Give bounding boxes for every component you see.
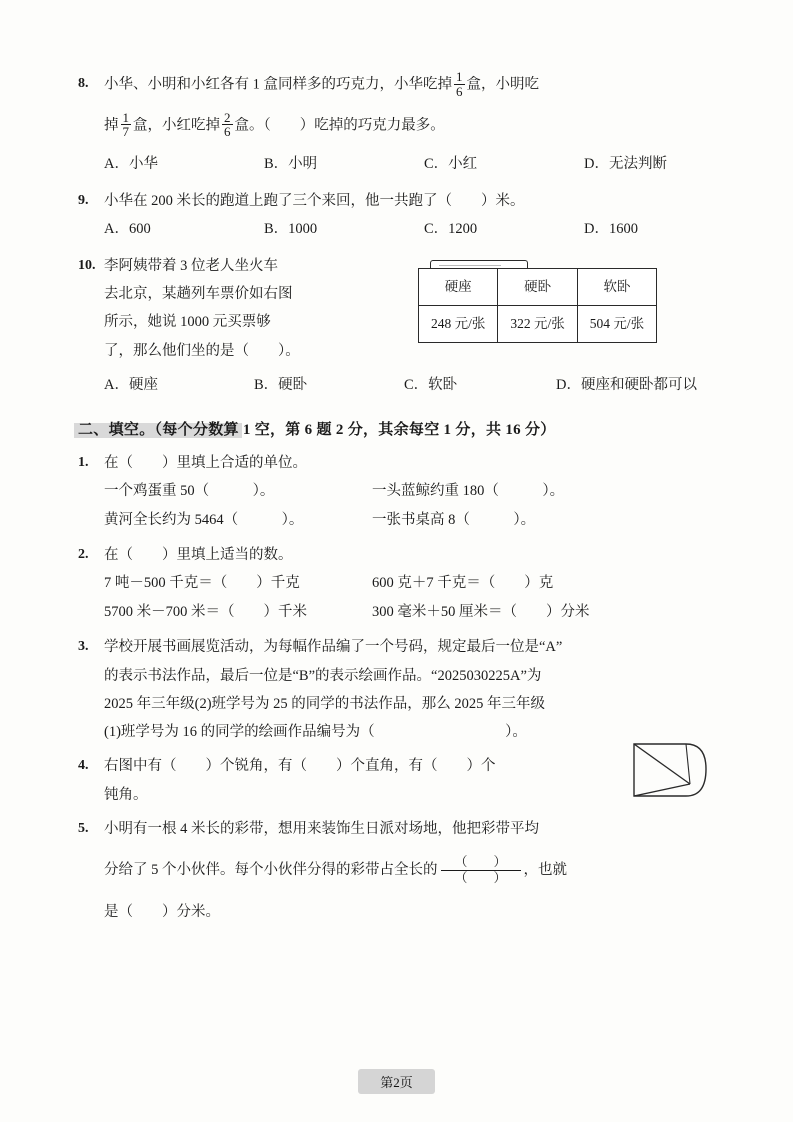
fill-1-whale-weight[interactable]: 一头蓝鲸约重 180（ ）。 — [372, 483, 565, 500]
fill-4-line-1[interactable]: 右图中有（ ）个锐角，有（ ）个直角，有（ ）个 — [104, 758, 496, 775]
question-10-option-a[interactable]: A．硬座 — [104, 376, 158, 393]
fill-question-2 — [78, 541, 710, 627]
fraction-one-sixth: $\frac{1}{6}$ — [456, 69, 463, 99]
table-row-headers — [419, 268, 657, 305]
fill-question-2-row-2 — [104, 598, 710, 627]
fill-2-expr-2[interactable]: 600 克＋7 千克＝（ ）克 — [372, 575, 554, 592]
fraction-blank-answer[interactable]: $\frac{( )}{( )}$ — [441, 855, 521, 886]
question-8 — [78, 70, 710, 179]
table-header-softsleeper: 软卧 — [577, 268, 656, 305]
question-9-option-c[interactable]: C．1200 — [424, 220, 478, 237]
fill-question-4-body — [104, 752, 624, 809]
fill-question-5 — [78, 815, 710, 926]
fill-question-4-number: 4. — [78, 758, 89, 774]
page-content — [78, 70, 710, 930]
table-cell-price-hardsleeper: 322 元/张 — [498, 306, 577, 343]
fill-1-desk-height[interactable]: 一张书桌高 8（ ）。 — [372, 512, 536, 529]
fill-5-line-2-text-b: ，也就 — [523, 862, 568, 879]
question-8-body — [104, 70, 710, 99]
question-8-text-c: 掉 — [104, 117, 119, 134]
question-8-options — [104, 150, 710, 179]
fill-3-line-1: 学校开展书画展览活动，为每幅作品编了一个号码，规定最后一位是“A” — [104, 639, 563, 656]
fill-3-line-4[interactable]: (1)班学号为 16 的同学的绘画作品编号为（ ）。 — [104, 724, 527, 741]
question-8-body-2 — [104, 111, 710, 140]
question-9-option-b[interactable]: B．1000 — [264, 220, 318, 237]
fill-5-line-2-text-a: 分给了 5 个小伙伴。每个小伙伴分得的彩带占全长的 — [104, 862, 438, 879]
question-10-options — [104, 371, 710, 400]
ticket-price-table — [418, 268, 657, 344]
fill-question-1-row-2 — [104, 506, 710, 535]
fill-question-3 — [78, 633, 710, 746]
question-9 — [78, 187, 710, 244]
question-9-option-d[interactable]: D．1600 — [584, 220, 638, 237]
fill-2-expr-1[interactable]: 7 吨－500 千克＝（ ）千克 — [104, 575, 300, 592]
fill-3-line-3: 2025 年三年级(2)班学号为 25 的同学的书法作品，那么 2025 年三年级 — [104, 695, 546, 712]
fill-1-river-length[interactable]: 黄河全长约为 5464（ ）。 — [104, 512, 304, 529]
question-9-number: 9. — [78, 192, 89, 208]
table-cell-price-softsleeper: 504 元/张 — [577, 306, 656, 343]
question-9-option-a[interactable]: A．600 — [104, 220, 151, 237]
angles-figure — [628, 738, 710, 804]
table-header-hardseat: 硬座 — [419, 268, 498, 305]
question-10-line-2: 去北京，某趟列车票价如右图 — [104, 286, 293, 303]
fill-3-line-2: 的表示书法作品，最后一位是“B”的表示绘画作品。“2025030225A”为 — [104, 667, 542, 684]
question-10 — [78, 252, 710, 400]
question-9-text: 小华在 200 米长的跑道上跑了三个来回，他一共跑了（ ）米。 — [104, 192, 525, 209]
question-8-option-d[interactable]: D．无法判断 — [584, 155, 667, 172]
fill-question-1-lead: 在（ ）里填上合适的单位。 — [104, 454, 307, 471]
question-10-option-c[interactable]: C．软卧 — [404, 376, 458, 393]
question-8-option-b[interactable]: B．小明 — [264, 155, 318, 172]
question-10-body — [104, 252, 434, 365]
question-8-option-a[interactable]: A．小华 — [104, 155, 158, 172]
fill-question-1 — [78, 449, 710, 535]
fill-4-line-2: 钝角。 — [104, 786, 148, 803]
question-8-text-a: 小华、小明和小红各有 1 盒同样多的巧克力，小华吃掉 — [104, 76, 452, 93]
question-9-options — [104, 215, 710, 244]
question-8-text-e: 盒。（ ）吃掉的巧克力最多。 — [234, 117, 445, 134]
fill-5-line-1: 小明有一根 4 米长的彩带，想用来装饰生日派对场地，他把彩带平均 — [104, 820, 539, 837]
fill-question-2-row-1 — [104, 569, 710, 598]
fill-question-1-number: 1. — [78, 454, 89, 470]
fill-question-5-number: 5. — [78, 820, 89, 836]
question-8-text-d: 盒，小红吃掉 — [133, 117, 220, 134]
fill-question-4 — [78, 752, 710, 809]
fill-5-line-3[interactable]: 是（ ）分米。 — [104, 904, 220, 921]
fill-1-egg-weight[interactable]: 一个鸡蛋重 50（ ）。 — [104, 483, 275, 500]
question-10-number: 10. — [78, 257, 96, 273]
fill-question-1-row-1 — [104, 477, 710, 506]
fill-question-3-body — [104, 633, 710, 746]
section-2-title: 二、填空。（每个分数算 1 空，第 6 题 2 分，其余每空 1 分，共 16 分） — [78, 421, 556, 438]
table-row-prices — [419, 306, 657, 343]
question-10-line-3: 所示，她说 1000 元买票够 — [104, 314, 271, 331]
section-2-heading — [78, 418, 710, 439]
question-8-text-b: 盒，小明吃 — [466, 76, 539, 93]
fill-question-5-body — [104, 815, 710, 926]
page-footer — [0, 1069, 793, 1094]
question-10-line-4: 了，那么他们坐的是（ ）。 — [104, 342, 300, 359]
question-8-option-c[interactable]: C．小红 — [424, 155, 478, 172]
fill-5-line-2 — [104, 855, 710, 886]
question-10-option-b[interactable]: B．硬卧 — [254, 376, 308, 393]
question-8-number: 8. — [78, 76, 89, 91]
table-cell-price-hardseat: 248 元/张 — [419, 306, 498, 343]
fill-question-3-number: 3. — [78, 639, 89, 655]
page-number-badge: 第2页 — [358, 1069, 435, 1094]
question-10-line-1: 李阿姨带着 3 位老人坐火车 — [104, 257, 278, 274]
table-header-hardsleeper: 硬卧 — [498, 268, 577, 305]
fill-2-expr-4[interactable]: 300 毫米＋50 厘米＝（ ）分米 — [372, 604, 590, 621]
fill-2-expr-3[interactable]: 5700 米－700 米＝（ ）千米 — [104, 604, 307, 621]
fraction-two-sixths: $\frac{2}{6}$ — [224, 109, 231, 140]
fraction-one-seventh: $\frac{1}{7}$ — [122, 109, 129, 140]
fill-question-2-number: 2. — [78, 547, 89, 563]
question-10-option-d[interactable]: D．硬座和硬卧都可以 — [556, 376, 697, 393]
fill-question-2-lead: 在（ ）里填上适当的数。 — [104, 547, 293, 564]
